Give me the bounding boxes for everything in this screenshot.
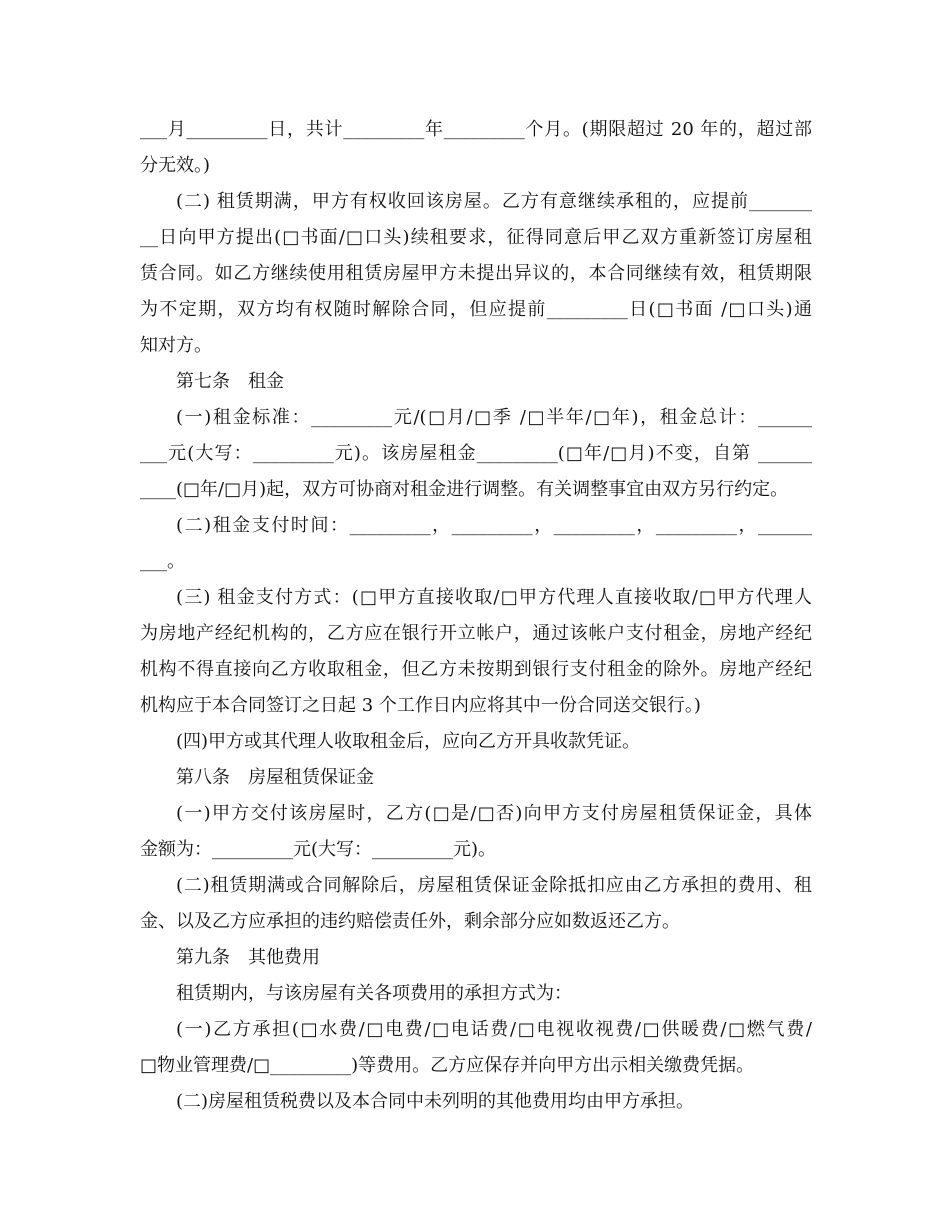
text-line: (一)乙方承担(□水费/□电费/□电话费/□电视收视费/□供暖费/□燃气费/ [176,1019,812,1040]
section-heading: 第八条 房屋租赁保证金 [176,767,374,788]
text-line: 金额为：_________元(大写：_________元)。 [140,839,497,860]
text-line: (二)房屋租赁税费以及本合同中未列明的其他费用均由甲方承担。 [176,1091,695,1112]
text-line: (二) 租赁期满，甲方有权收回该房屋。乙方有意继续承租的，应提前_______ [176,191,812,212]
section-heading: 第七条 租金 [176,371,284,392]
text-line: ___。 [140,551,185,572]
text-line: (二)租赁期满或合同解除后，房屋租赁保证金除抵扣应由乙方承担的费用、租 [176,875,812,896]
text-line: __日向甲方提出(□书面/□口头)续租要求，征得同意后甲乙双方重新签订房屋租 [140,227,812,248]
text-line: 金、以及乙方应承担的违约赔偿责任外，剩余部分应如数返还乙方。 [140,911,680,932]
text-line: 知对方。 [140,335,212,356]
text-line: 租赁期内，与该房屋有关各项费用的承担方式为： [176,983,572,1004]
text-line: 机构应于本合同签订之日起 3 个工作日内应将其中一份合同送交银行。) [140,695,701,716]
text-line: 赁合同。如乙方继续使用租赁房屋甲方未提出异议的，本合同继续有效，租赁期限 [140,263,812,284]
text-line: (四)甲方或其代理人收取租金后，应向乙方开具收款凭证。 [176,731,641,752]
text-line: 为不定期，双方均有权随时解除合同，但应提前_________日(□书面 /□口头)通 [140,299,812,320]
text-line: (一)租金标准：_________元/(□月/□季 /□半年/□年)，租金总计：______ [176,407,812,428]
text-line: ___月_________日，共计_________年_________个月。(期限超过 20 年的，超过部 [140,119,812,140]
text-line: 为房地产经纪机构的，乙方应在银行开立帐户，通过该帐户支付租金，房地产经纪 [140,623,812,644]
text-line: ____(□年/□月)起，双方可协商对租金进行调整。有关调整事宜由双方另行约定。 [140,479,789,500]
text-line: (二)租金支付时间：_________，_________，_________，_________，______ [176,515,812,536]
text-line: □物业管理费/□_________)等费用。乙方应保存并向甲方出示相关缴费凭据。 [140,1055,755,1076]
text-line: ___元(大写：_________元)。该房屋租金_________(□年/□月)不变，自第 ______ [140,443,812,464]
text-line: (一)甲方交付该房屋时，乙方(□是/□否)向甲方支付房屋租赁保证金，具体 [176,803,812,824]
section-heading: 第九条 其他费用 [176,947,320,968]
text-line: 机构不得直接向乙方收取租金，但乙方未按期到银行支付租金的除外。房地产经纪 [140,659,812,680]
text-line: (三) 租金支付方式：(□甲方直接收取/□甲方代理人直接收取/□甲方代理人 [176,587,812,608]
text-line: 分无效。) [140,155,211,176]
